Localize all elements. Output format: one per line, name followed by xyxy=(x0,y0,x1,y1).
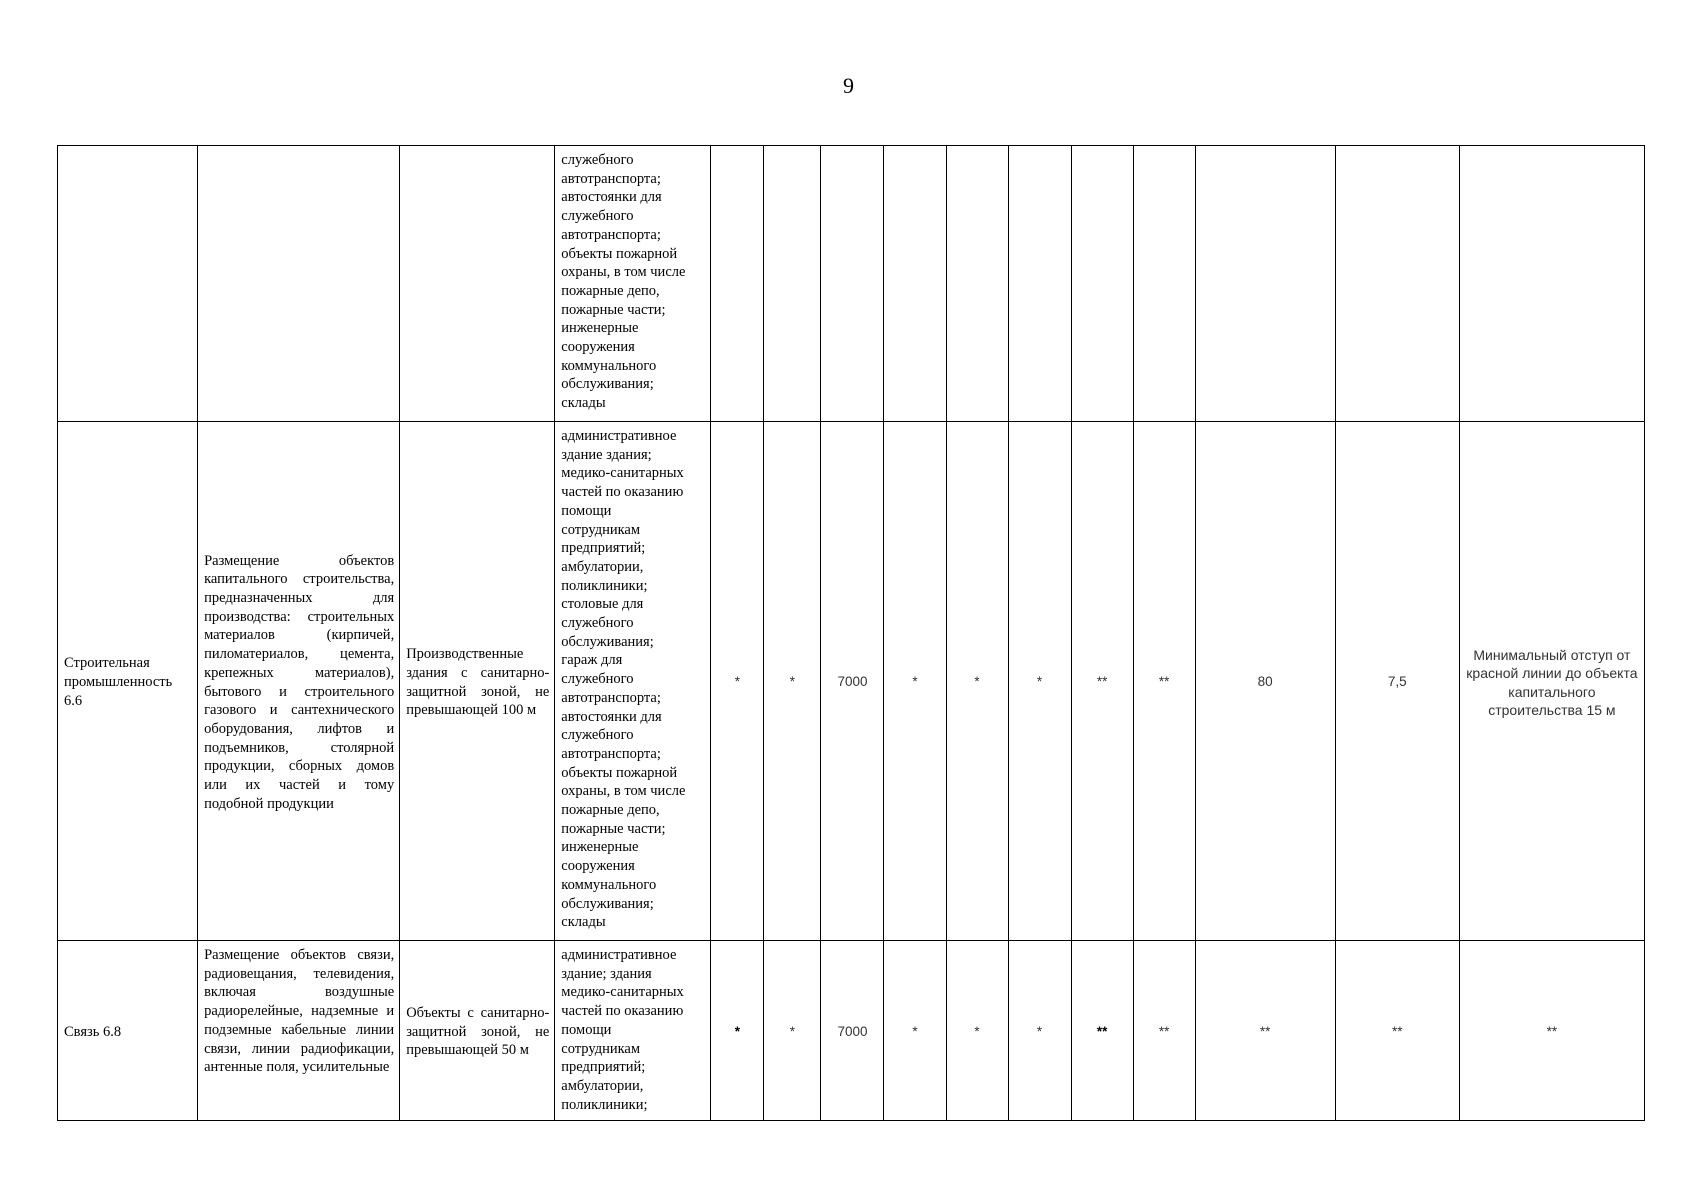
table-cell: * xyxy=(946,422,1008,941)
table-cell: Производственные здания с санитарно-защитной зоной, не превышающей 100 м xyxy=(400,422,555,941)
table-cell: административное здание; здания медико-санитарных частей по оказанию помощи сотрудникам предприятий; амбулатории, поликлиники; xyxy=(555,941,711,1121)
table-cell xyxy=(1195,146,1335,422)
table-cell: Связь 6.8 xyxy=(58,941,198,1121)
table-cell xyxy=(1459,146,1644,422)
page-number: 9 xyxy=(843,73,854,98)
table-cell: административное здание здания; медико-санитарных частей по оказанию помощи сотрудникам предприятий; амбулатории, поликлиники; столовые для служебного обслуживания; гараж для служебного автотранспорта; автостоянки для служебного автотранспорта; объекты пожарной охраны, в том числе пожарные депо, пожарные части; инженерные сооружения коммунального обслуживания; склады xyxy=(555,422,711,941)
table-cell: служебного автотранспорта; автостоянки для служебного автотранспорта; объекты пожарной охраны, в том числе пожарные депо, пожарные части; инженерные сооружения коммунального обслуживания; склады xyxy=(555,146,711,422)
table-cell: 7000 xyxy=(821,941,884,1121)
table-cell xyxy=(1071,146,1133,422)
table-cell xyxy=(198,146,400,422)
table-cell xyxy=(764,146,821,422)
table-cell xyxy=(946,146,1008,422)
table-cell: * xyxy=(884,422,946,941)
table-row xyxy=(58,941,1645,1121)
cell-text: Размещение объектов связи, радиовещания, телевидения, включая воздушные радиорелейные, надземные и подземные кабельные линии связи, линии радиофикации, антенные поля, усилительные xyxy=(204,947,395,1076)
table-cell xyxy=(1008,146,1071,422)
table-cell: * xyxy=(711,941,764,1121)
table-cell: * xyxy=(764,422,821,941)
zoning-table xyxy=(57,145,1645,1121)
table-row xyxy=(58,146,1645,422)
table-cell: * xyxy=(946,941,1008,1121)
table-cell xyxy=(884,146,946,422)
table-row xyxy=(58,422,1645,941)
table-cell: Минимальный отступ от красной линии до объекта капитального строительства 15 м xyxy=(1459,422,1644,941)
table-cell: ** xyxy=(1459,941,1644,1121)
table-cell: ** xyxy=(1071,422,1133,941)
table-cell xyxy=(1335,146,1459,422)
table-cell: Объекты с санитарно-защитной зоной, не превышающей 50 м xyxy=(400,941,555,1121)
table-cell: ** xyxy=(1133,941,1195,1121)
table-cell: 80 xyxy=(1195,422,1335,941)
table-cell: * xyxy=(884,941,946,1121)
table-cell: * xyxy=(1008,941,1071,1121)
table-cell: * xyxy=(711,422,764,941)
table-cell xyxy=(58,146,198,422)
table-cell: Строительная промышленность 6.6 xyxy=(58,422,198,941)
table-cell: * xyxy=(1008,422,1071,941)
table-cell: ** xyxy=(1195,941,1335,1121)
table-cell xyxy=(198,941,400,1121)
table-cell: ** xyxy=(1071,941,1133,1121)
table-cell xyxy=(821,146,884,422)
table-cell: Размещение объектов капитального строительства, предназначенных для производства: строительных материалов (кирпичей, пиломатериалов, цемента, крепежных материалов), бытового и строительного газового и сантехнического оборудования, лифтов и подъемников, столярной продукции, сборных домов или их частей и тому подобной продукции xyxy=(198,422,400,941)
table-cell xyxy=(1133,146,1195,422)
table-cell: ** xyxy=(1133,422,1195,941)
table-cell: 7,5 xyxy=(1335,422,1459,941)
table-cell: * xyxy=(764,941,821,1121)
table-cell xyxy=(711,146,764,422)
table-cell xyxy=(400,146,555,422)
table-cell: ** xyxy=(1335,941,1459,1121)
table-cell: 7000 xyxy=(821,422,884,941)
